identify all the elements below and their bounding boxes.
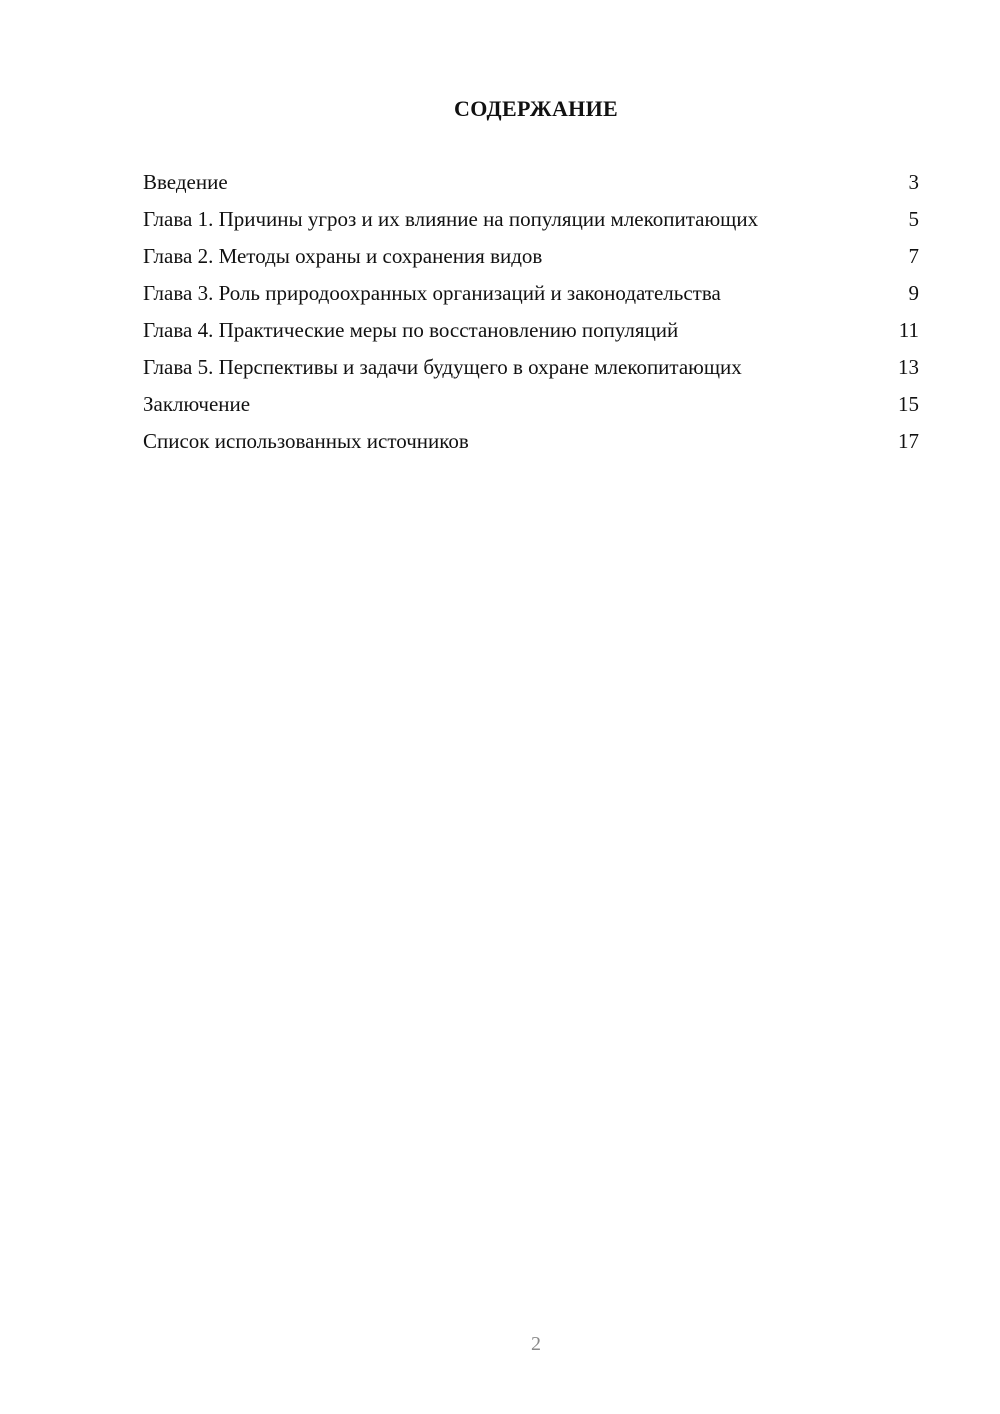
toc-entry-chapter-4 — [143, 317, 919, 343]
toc-entry-references — [143, 428, 919, 454]
toc-entry-introduction — [143, 169, 919, 195]
toc-entry-page: 5 — [908, 207, 919, 231]
page-number: 2 — [531, 1333, 541, 1355]
toc-entry-conclusion — [143, 391, 919, 417]
page-title: СОДЕРЖАНИЕ — [454, 96, 618, 121]
toc-entry-chapter-3 — [143, 280, 919, 306]
table-of-contents — [143, 169, 919, 465]
toc-entry-page: 15 — [898, 392, 919, 416]
toc-entry-text: Заключение — [143, 392, 251, 416]
toc-entry-text: Введение — [143, 170, 228, 194]
toc-entry-text: Глава 2. Методы охраны и сохранения видов — [143, 244, 543, 268]
toc-entry-page: 13 — [898, 355, 919, 379]
toc-entry-page: 11 — [898, 318, 919, 342]
toc-entry-text: Глава 4. Практические меры по восстановлению популяций — [143, 318, 679, 342]
toc-entry-page: 3 — [908, 170, 919, 194]
toc-entry-chapter-1 — [143, 206, 919, 232]
toc-entry-text: Список использованных источников — [143, 429, 469, 453]
toc-entry-text: Глава 3. Роль природоохранных организаций и законодательства — [143, 281, 721, 305]
toc-entry-page: 9 — [908, 281, 919, 305]
toc-entry-chapter-2 — [143, 243, 919, 269]
toc-entry-page: 7 — [908, 244, 919, 268]
toc-entry-text: Глава 1. Причины угроз и их влияние на популяции млекопитающих — [143, 207, 759, 231]
toc-entry-chapter-5 — [143, 354, 919, 380]
toc-entry-page: 17 — [898, 429, 919, 453]
toc-entry-text: Глава 5. Перспективы и задачи будущего в охране млекопитающих — [143, 355, 742, 379]
